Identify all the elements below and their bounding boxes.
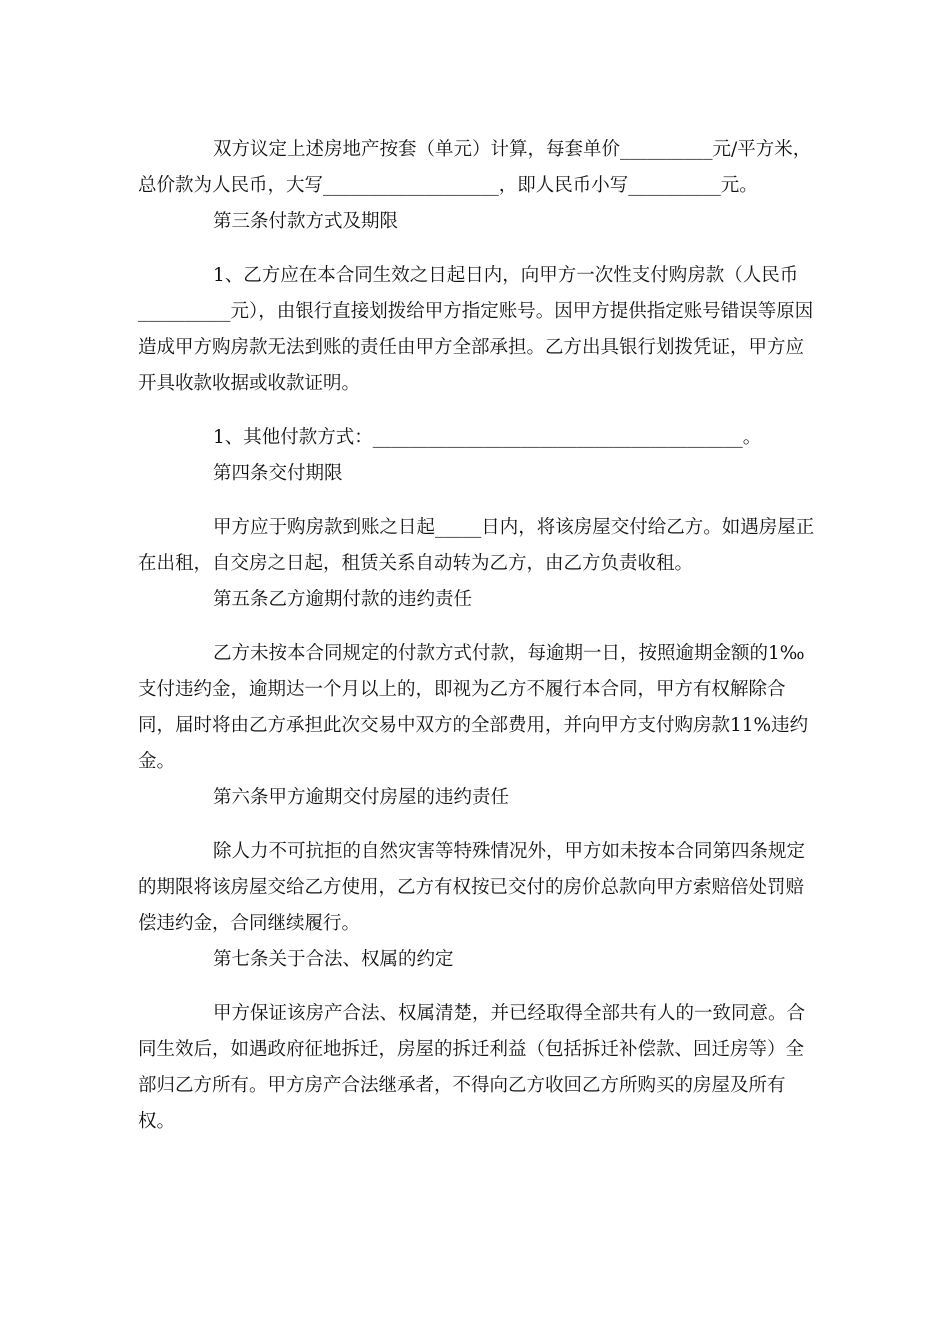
article-3-heading: 第三条付款方式及期限: [213, 211, 399, 232]
article-4-heading: 第四条交付期限: [213, 463, 343, 484]
delivery-paragraph: 甲方应于购房款到账之日起_____日内，将该房屋交付给乙方。如遇房屋正在出租，自交房之日起，租赁关系自动转为乙方，由乙方负责收租。: [138, 517, 815, 574]
article-7-heading: 第七条关于合法、权属的约定: [213, 949, 454, 970]
document-body: [138, 132, 818, 1140]
buyer-default-paragraph: 乙方未按本合同规定的付款方式付款，每逾期一日，按照逾期金额的1‰支付违约金，逾期达一个月以上的，即视为乙方不履行本合同，甲方有权解除合同，届时将由乙方承担此次交易中双方的全部费用，并向甲方支付购房款11%违约金。: [138, 643, 809, 772]
seller-default-paragraph: 除人力不可抗拒的自然灾害等特殊情况外，甲方如未按本合同第四条规定的期限将该房屋交给乙方使用，乙方有权按已交付的房价总款向甲方索赔倍处罚赔偿违约金，合同继续履行。: [138, 841, 806, 934]
article-6-heading: 第六条甲方逾期交付房屋的违约责任: [213, 787, 510, 808]
other-payment-paragraph: 1、其他付款方式：________________________________________。: [213, 427, 762, 448]
price-paragraph: 双方议定上述房地产按套（单元）计算，每套单价__________元/平方米，总价款为人民币，大写___________________，即人民币小写__________元。: [138, 139, 812, 196]
payment-paragraph: 1、乙方应在本合同生效之日起日内，向甲方一次性支付购房款（人民币__________元），由银行直接划拨给甲方指定账号。因甲方提供指定账号错误等原因造成甲方购房款无法到账的责任由甲方全部承担。乙方出具银行划拨凭证，甲方应开具收款收据或收款证明。: [138, 265, 814, 394]
ownership-paragraph: 甲方保证该房产合法、权属清楚，并已经取得全部共有人的一致同意。合同生效后，如遇政府征地拆迁，房屋的拆迁利益（包括拆迁补偿款、回迁房等）全部归乙方所有。甲方房产合法继承者，不得向乙方收回乙方所购买的房屋及所有权。: [138, 1003, 806, 1132]
article-5-heading: 第五条乙方逾期付款的违约责任: [213, 589, 473, 610]
